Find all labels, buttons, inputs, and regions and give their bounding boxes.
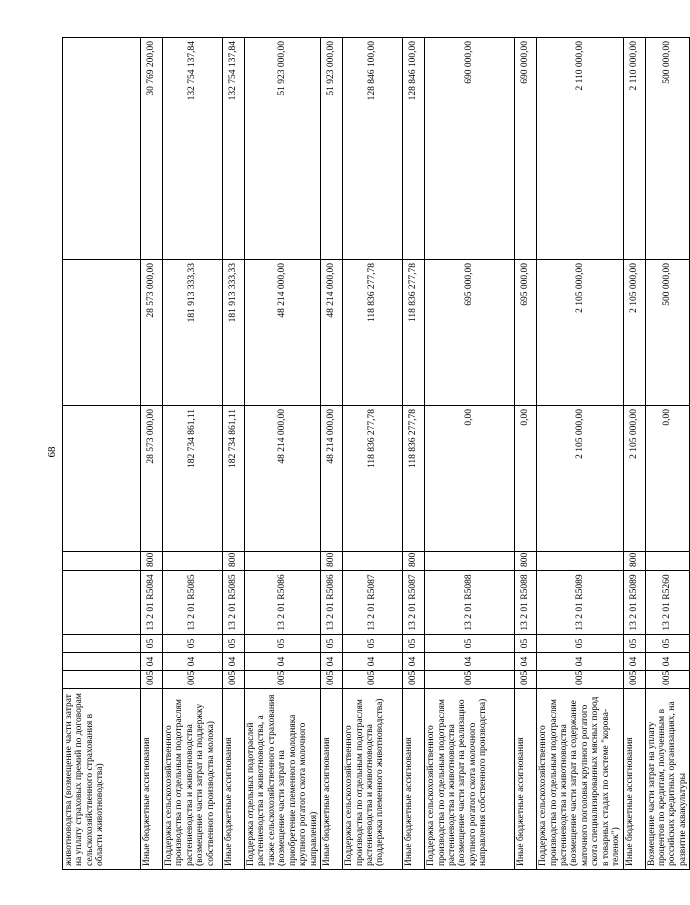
table-row bbox=[141, 38, 163, 870]
row-target-article: 13 2 01 R5086 bbox=[245, 571, 321, 635]
row-target-article: 13 2 01 R5087 bbox=[343, 571, 403, 635]
table-row bbox=[321, 38, 343, 870]
row-amount-1: 118 836 277,78 bbox=[403, 406, 425, 552]
row-name: Иные бюджетные ассигнования bbox=[403, 689, 425, 870]
row-code: 005 bbox=[425, 671, 515, 689]
table-row bbox=[245, 38, 321, 870]
row-target-article: 13 2 01 R5088 bbox=[515, 571, 537, 635]
row-amount-1 bbox=[63, 406, 141, 552]
row-amount-1: 118 836 277,78 bbox=[343, 406, 403, 552]
row-expense-type bbox=[343, 552, 403, 571]
row-amount-1: 0,00 bbox=[425, 406, 515, 552]
row-target-article: 13 2 01 R5089 bbox=[623, 571, 645, 635]
row-name: Иные бюджетные ассигнования bbox=[223, 689, 245, 870]
table-row bbox=[425, 38, 515, 870]
row-amount-3: 51 923 000,00 bbox=[245, 38, 321, 260]
row-code: 005 bbox=[321, 671, 343, 689]
row-target-article: 13 2 01 R5089 bbox=[537, 571, 624, 635]
row-amount-3: 30 769 200,00 bbox=[141, 38, 163, 260]
row-name: Поддержка сельскохозяйственного производства по отдельным подотраслям растениеводства и животноводства (возмещение части затрат на поддержку собственного производства молока) bbox=[163, 689, 223, 870]
row-amount-1: 28 573 000,00 bbox=[141, 406, 163, 552]
row-amount-2: 181 913 333,33 bbox=[163, 260, 223, 406]
row-section: 04 bbox=[141, 653, 163, 671]
row-expense-type bbox=[537, 552, 624, 571]
row-amount-2: 48 214 000,00 bbox=[321, 260, 343, 406]
row-section: 04 bbox=[245, 653, 321, 671]
row-expense-type: 800 bbox=[223, 552, 245, 571]
row-expense-type: 800 bbox=[403, 552, 425, 571]
table-row bbox=[163, 38, 223, 870]
row-target-article: 13 2 01 R5084 bbox=[141, 571, 163, 635]
row-subsection: 05 bbox=[537, 635, 624, 653]
row-section: 04 bbox=[537, 653, 624, 671]
row-expense-type bbox=[245, 552, 321, 571]
row-target-article: 13 2 01 R5086 bbox=[321, 571, 343, 635]
row-section: 04 bbox=[403, 653, 425, 671]
row-subsection: 05 bbox=[321, 635, 343, 653]
row-code: 005 bbox=[623, 671, 645, 689]
row-section: 04 bbox=[425, 653, 515, 671]
table-row bbox=[623, 38, 645, 870]
row-section: 04 bbox=[321, 653, 343, 671]
row-subsection: 05 bbox=[515, 635, 537, 653]
row-amount-3: 500 000,00 bbox=[645, 38, 690, 260]
row-name: Возмещение части затрат на уплату процентов по кредитам, полученным в российских кредитных организациях, на развитие аквакультуры bbox=[645, 689, 690, 870]
row-amount-3: 128 846 100,00 bbox=[403, 38, 425, 260]
table-row bbox=[645, 38, 690, 870]
row-name: Поддержка сельскохозяйственного производства по отдельным подотраслям растениеводства и животноводства (возмещение части затрат на реализацию крупного рогатого скота молочного направления собственного производства) bbox=[425, 689, 515, 870]
row-amount-1: 48 214 000,00 bbox=[245, 406, 321, 552]
row-code: 005 bbox=[645, 671, 690, 689]
row-amount-3: 690 000,00 bbox=[515, 38, 537, 260]
row-expense-type bbox=[63, 552, 141, 571]
row-subsection: 05 bbox=[223, 635, 245, 653]
row-code: 005 bbox=[515, 671, 537, 689]
row-code: 005 bbox=[343, 671, 403, 689]
row-amount-2: 118 836 277,78 bbox=[343, 260, 403, 406]
row-amount-2: 500 000,00 bbox=[645, 260, 690, 406]
row-amount-2 bbox=[63, 260, 141, 406]
table-row bbox=[403, 38, 425, 870]
row-code: 005 bbox=[163, 671, 223, 689]
row-subsection: 05 bbox=[425, 635, 515, 653]
row-section: 04 bbox=[343, 653, 403, 671]
row-expense-type: 800 bbox=[141, 552, 163, 571]
row-amount-2: 48 214 000,00 bbox=[245, 260, 321, 406]
table-row bbox=[63, 38, 141, 870]
row-name: животноводства (возмещение части затрат на уплату страховых премий по договорам сельскохозяйственного страхования в области животноводства) bbox=[63, 689, 141, 870]
row-subsection bbox=[63, 635, 141, 653]
row-code: 005 bbox=[223, 671, 245, 689]
row-name: Поддержка сельскохозяйственного производства по отдельным подотраслям растениеводства и животноводства (возмещение части затрат на содержание маточного поголовья крупного рогатого скота специализированных мясных пород в товарных стадах по системе "корова-теленок") bbox=[537, 689, 624, 870]
row-target-article: 13 2 01 R5088 bbox=[425, 571, 515, 635]
row-expense-type bbox=[163, 552, 223, 571]
row-expense-type bbox=[645, 552, 690, 571]
row-amount-1: 2 105 000,00 bbox=[537, 406, 624, 552]
row-section: 04 bbox=[623, 653, 645, 671]
table-row bbox=[515, 38, 537, 870]
row-section: 04 bbox=[645, 653, 690, 671]
budget-table bbox=[62, 37, 690, 870]
row-amount-1: 2 105 000,00 bbox=[623, 406, 645, 552]
row-subsection: 05 bbox=[645, 635, 690, 653]
page-number: 68 bbox=[46, 446, 58, 458]
row-amount-1: 48 214 000,00 bbox=[321, 406, 343, 552]
row-subsection: 05 bbox=[623, 635, 645, 653]
row-section: 04 bbox=[515, 653, 537, 671]
row-amount-2: 695 000,00 bbox=[515, 260, 537, 406]
rotated-page bbox=[62, 38, 688, 870]
row-expense-type bbox=[425, 552, 515, 571]
row-code: 005 bbox=[537, 671, 624, 689]
row-section: 04 bbox=[223, 653, 245, 671]
row-code bbox=[63, 671, 141, 689]
row-amount-2: 2 105 000,00 bbox=[537, 260, 624, 406]
table-row bbox=[223, 38, 245, 870]
row-amount-3: 690 000,00 bbox=[425, 38, 515, 260]
row-subsection: 05 bbox=[141, 635, 163, 653]
row-amount-3: 132 754 137,84 bbox=[163, 38, 223, 260]
row-amount-1: 0,00 bbox=[645, 406, 690, 552]
row-target-article: 13 2 01 R5085 bbox=[223, 571, 245, 635]
row-code: 005 bbox=[141, 671, 163, 689]
row-amount-3: 128 846 100,00 bbox=[343, 38, 403, 260]
row-amount-3: 2 110 000,00 bbox=[623, 38, 645, 260]
row-subsection: 05 bbox=[245, 635, 321, 653]
row-target-article: 13 2 01 R5085 bbox=[163, 571, 223, 635]
row-amount-2: 695 000,00 bbox=[425, 260, 515, 406]
row-code: 005 bbox=[245, 671, 321, 689]
row-amount-3: 2 110 000,00 bbox=[537, 38, 624, 260]
table-body bbox=[63, 38, 690, 870]
row-amount-1: 182 734 861,11 bbox=[163, 406, 223, 552]
row-target-article: 13 2 01 R5260 bbox=[645, 571, 690, 635]
row-name: Иные бюджетные ассигнования bbox=[623, 689, 645, 870]
row-amount-3 bbox=[63, 38, 141, 260]
row-name: Поддержка отдельных подотраслей растениеводства и животноводства, а также сельскохозяйственного страхования (возмещение части затрат на приобретение племенного молодняка крупного рогатого скота молочного направления) bbox=[245, 689, 321, 870]
row-expense-type: 800 bbox=[321, 552, 343, 571]
row-expense-type: 800 bbox=[623, 552, 645, 571]
row-name: Иные бюджетные ассигнования bbox=[515, 689, 537, 870]
row-amount-2: 28 573 000,00 bbox=[141, 260, 163, 406]
row-subsection: 05 bbox=[403, 635, 425, 653]
row-amount-1: 182 734 861,11 bbox=[223, 406, 245, 552]
row-subsection: 05 bbox=[163, 635, 223, 653]
row-amount-3: 51 923 000,00 bbox=[321, 38, 343, 260]
row-name: Поддержка сельскохозяйственного производства по отдельным подотраслям растениеводства и животноводства (поддержка племенного животноводства) bbox=[343, 689, 403, 870]
row-amount-2: 2 105 000,00 bbox=[623, 260, 645, 406]
row-section bbox=[63, 653, 141, 671]
row-subsection: 05 bbox=[343, 635, 403, 653]
table-row bbox=[343, 38, 403, 870]
row-name: Иные бюджетные ассигнования bbox=[321, 689, 343, 870]
row-expense-type: 800 bbox=[515, 552, 537, 571]
budget-sheet bbox=[62, 38, 688, 870]
row-target-article bbox=[63, 571, 141, 635]
row-amount-3: 132 754 137,84 bbox=[223, 38, 245, 260]
table-row bbox=[537, 38, 624, 870]
row-section: 04 bbox=[163, 653, 223, 671]
row-target-article: 13 2 01 R5087 bbox=[403, 571, 425, 635]
row-amount-2: 118 836 277,78 bbox=[403, 260, 425, 406]
row-amount-1: 0,00 bbox=[515, 406, 537, 552]
row-code: 005 bbox=[403, 671, 425, 689]
row-name: Иные бюджетные ассигнования bbox=[141, 689, 163, 870]
row-amount-2: 181 913 333,33 bbox=[223, 260, 245, 406]
